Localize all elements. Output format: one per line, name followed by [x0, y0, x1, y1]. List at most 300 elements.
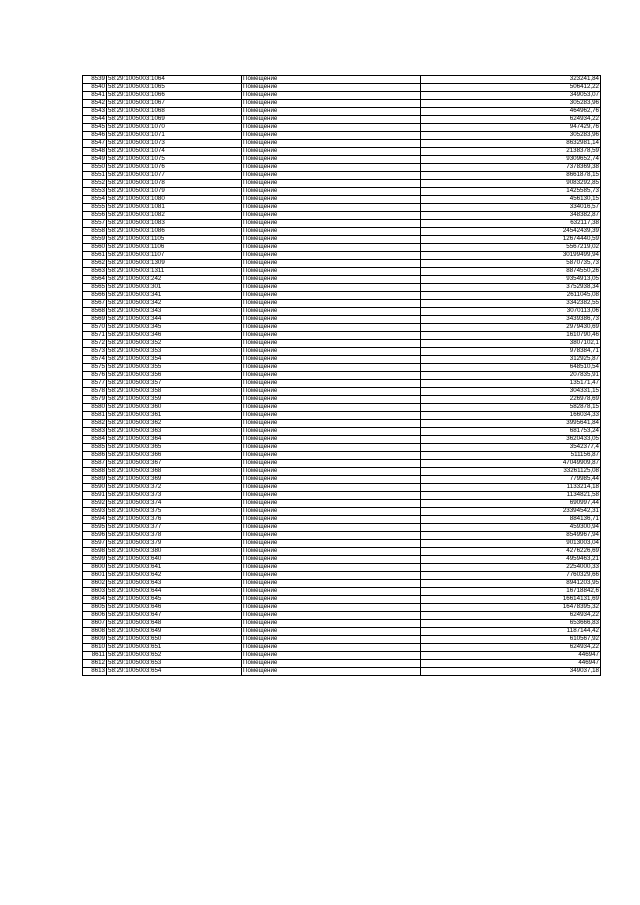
cadastral-number: 58:29:1005003:1105 — [107, 236, 242, 244]
cadastral-value: 349053,07 — [421, 92, 601, 100]
object-type: Помещение — [242, 244, 421, 252]
row-number: 8550 — [83, 164, 107, 172]
row-number: 8571 — [83, 332, 107, 340]
cadastral-value: 632117,38 — [421, 220, 601, 228]
row-number: 8562 — [83, 260, 107, 268]
cadastral-number: 58:29:1005003:1068 — [107, 108, 242, 116]
object-type: Помещение — [242, 364, 421, 372]
table-row — [83, 500, 601, 508]
cadastral-value: 3752938,34 — [421, 284, 601, 292]
cadastral-number: 58:29:1005003:647 — [107, 612, 242, 620]
cadastral-number: 58:29:1005003:344 — [107, 316, 242, 324]
cadastral-value: 582878,15 — [421, 404, 601, 412]
cadastral-value: 312925,87 — [421, 356, 601, 364]
cadastral-value: 135171,47 — [421, 380, 601, 388]
cadastral-value: 8941203,95 — [421, 580, 601, 588]
row-number: 8567 — [83, 300, 107, 308]
object-type: Помещение — [242, 316, 421, 324]
cadastral-number: 58:29:1005003:651 — [107, 644, 242, 652]
row-number: 8570 — [83, 324, 107, 332]
row-number: 8605 — [83, 604, 107, 612]
row-number: 8540 — [83, 84, 107, 92]
cadastral-number: 58:29:1005003:373 — [107, 492, 242, 500]
row-number: 8545 — [83, 124, 107, 132]
cadastral-value: 624934,22 — [421, 612, 601, 620]
cadastral-value: 304331,15 — [421, 388, 601, 396]
cadastral-value: 2254000,33 — [421, 564, 601, 572]
cadastral-number: 58:29:1005003:342 — [107, 300, 242, 308]
row-number: 8604 — [83, 596, 107, 604]
cadastral-number: 58:29:1005003:653 — [107, 660, 242, 668]
object-type: Помещение — [242, 212, 421, 220]
table-row — [83, 228, 601, 236]
row-number: 8603 — [83, 588, 107, 596]
cadastral-value: 2138378,59 — [421, 148, 601, 156]
table-row — [83, 628, 601, 636]
table-row — [83, 596, 601, 604]
cadastral-value: 2979430,69 — [421, 324, 601, 332]
cadastral-value: 2611045,08 — [421, 292, 601, 300]
cadastral-number: 58:29:1005003:1080 — [107, 196, 242, 204]
row-number: 8576 — [83, 372, 107, 380]
object-type: Помещение — [242, 372, 421, 380]
cadastral-number: 58:29:1005003:358 — [107, 388, 242, 396]
cadastral-number: 58:29:1005003:1081 — [107, 204, 242, 212]
cadastral-number: 58:29:1005003:1082 — [107, 212, 242, 220]
row-number: 8561 — [83, 252, 107, 260]
row-number: 8546 — [83, 132, 107, 140]
cadastral-value: 3807102,1 — [421, 340, 601, 348]
cadastral-value: 511156,87 — [421, 452, 601, 460]
row-number: 8608 — [83, 628, 107, 636]
table-row — [83, 372, 601, 380]
row-number: 8586 — [83, 452, 107, 460]
cadastral-value: 624934,22 — [421, 116, 601, 124]
cadastral-number: 58:29:1005003:644 — [107, 588, 242, 596]
cadastral-number: 58:29:1005003:377 — [107, 524, 242, 532]
row-number: 8580 — [83, 404, 107, 412]
row-number: 8549 — [83, 156, 107, 164]
row-number: 8609 — [83, 636, 107, 644]
cadastral-number: 58:29:1005003:641 — [107, 564, 242, 572]
object-type: Помещение — [242, 564, 421, 572]
table-row — [83, 268, 601, 276]
row-number: 8596 — [83, 532, 107, 540]
cadastral-value: 624934,22 — [421, 644, 601, 652]
table-row — [83, 300, 601, 308]
cadastral-value: 1425585,73 — [421, 188, 601, 196]
row-number: 8541 — [83, 92, 107, 100]
cadastral-value: 506412,22 — [421, 84, 601, 92]
cadastral-value: 1134821,58 — [421, 492, 601, 500]
object-type: Помещение — [242, 308, 421, 316]
table-row — [83, 308, 601, 316]
row-number: 8551 — [83, 172, 107, 180]
table-row — [83, 644, 601, 652]
table-row — [83, 404, 601, 412]
cadastral-value: 30199499,94 — [421, 252, 601, 260]
table-row — [83, 332, 601, 340]
table-row — [83, 420, 601, 428]
object-type: Помещение — [242, 92, 421, 100]
row-number: 8594 — [83, 516, 107, 524]
table-row — [83, 212, 601, 220]
cadastral-number: 58:29:1005003:341 — [107, 292, 242, 300]
cadastral-number: 58:29:1005003:1076 — [107, 164, 242, 172]
cadastral-value: 3620433,05 — [421, 436, 601, 444]
cadastral-value: 446947 — [421, 660, 601, 668]
cadastral-value: 779985,44 — [421, 476, 601, 484]
table-row — [83, 540, 601, 548]
cadastral-number: 58:29:1005003:369 — [107, 476, 242, 484]
row-number: 8575 — [83, 364, 107, 372]
cadastral-value: 8874550,26 — [421, 268, 601, 276]
table-row — [83, 284, 601, 292]
table-row — [83, 188, 601, 196]
cadastral-number: 58:29:1005003:376 — [107, 516, 242, 524]
object-type: Помещение — [242, 452, 421, 460]
object-type: Помещение — [242, 556, 421, 564]
row-number: 8543 — [83, 108, 107, 116]
cadastral-value: 348382,87 — [421, 212, 601, 220]
object-type: Помещение — [242, 580, 421, 588]
row-number: 8585 — [83, 444, 107, 452]
table-row — [83, 564, 601, 572]
cadastral-value: 947429,76 — [421, 124, 601, 132]
cadastral-number: 58:29:1005003:356 — [107, 372, 242, 380]
object-type: Помещение — [242, 476, 421, 484]
row-number: 8547 — [83, 140, 107, 148]
table-row — [83, 532, 601, 540]
object-type: Помещение — [242, 644, 421, 652]
object-type: Помещение — [242, 292, 421, 300]
object-type: Помещение — [242, 508, 421, 516]
row-number: 8593 — [83, 508, 107, 516]
object-type: Помещение — [242, 188, 421, 196]
cadastral-number: 58:29:1005003:649 — [107, 628, 242, 636]
cadastral-number: 58:29:1005003:1075 — [107, 156, 242, 164]
table-row — [83, 356, 601, 364]
table-row — [83, 580, 601, 588]
cadastral-value: 1133214,18 — [421, 484, 601, 492]
cadastral-value: 9354913,05 — [421, 276, 601, 284]
cadastral-number: 58:29:1005003:646 — [107, 604, 242, 612]
cadastral-number: 58:29:1005003:375 — [107, 508, 242, 516]
cadastral-number: 58:29:1005003:380 — [107, 548, 242, 556]
row-number: 8590 — [83, 484, 107, 492]
table-row — [83, 524, 601, 532]
object-type: Помещение — [242, 260, 421, 268]
object-type: Помещение — [242, 196, 421, 204]
cadastral-value: 4959463,21 — [421, 556, 601, 564]
row-number: 8613 — [83, 668, 107, 676]
cadastral-value: 305283,96 — [421, 100, 601, 108]
table-row — [83, 180, 601, 188]
cadastral-number: 58:29:1005003:652 — [107, 652, 242, 660]
table-row — [83, 380, 601, 388]
row-number: 8573 — [83, 348, 107, 356]
object-type: Помещение — [242, 524, 421, 532]
cadastral-number: 58:29:1005003:1073 — [107, 140, 242, 148]
object-type: Помещение — [242, 84, 421, 92]
row-number: 8539 — [83, 76, 107, 84]
object-type: Помещение — [242, 500, 421, 508]
cadastral-number: 58:29:1005003:1086 — [107, 228, 242, 236]
table-row — [83, 204, 601, 212]
object-type: Помещение — [242, 276, 421, 284]
table-row — [83, 244, 601, 252]
row-number: 8607 — [83, 620, 107, 628]
cadastral-number: 58:29:1005003:361 — [107, 412, 242, 420]
cadastral-number: 58:29:1005003:1107 — [107, 252, 242, 260]
cadastral-value: 681753,24 — [421, 428, 601, 436]
object-type: Помещение — [242, 404, 421, 412]
object-type: Помещение — [242, 148, 421, 156]
row-number: 8601 — [83, 572, 107, 580]
cadastral-number: 58:29:1005003:645 — [107, 596, 242, 604]
cadastral-value: 446947 — [421, 652, 601, 660]
object-type: Помещение — [242, 228, 421, 236]
object-type: Помещение — [242, 412, 421, 420]
object-type: Помещение — [242, 172, 421, 180]
object-type: Помещение — [242, 460, 421, 468]
cadastral-value: 8549967,94 — [421, 532, 601, 540]
cadastral-value: 226978,69 — [421, 396, 601, 404]
table-row — [83, 668, 601, 676]
object-type: Помещение — [242, 284, 421, 292]
table-row — [83, 604, 601, 612]
row-number: 8610 — [83, 644, 107, 652]
object-type: Помещение — [242, 444, 421, 452]
object-type: Помещение — [242, 468, 421, 476]
cadastral-number: 58:29:1005003:368 — [107, 468, 242, 476]
cadastral-value: 3439386,73 — [421, 316, 601, 324]
cadastral-value: 7378369,38 — [421, 164, 601, 172]
row-number: 8552 — [83, 180, 107, 188]
cadastral-number: 58:29:1005003:1079 — [107, 188, 242, 196]
cadastral-number: 58:29:1005003:1309 — [107, 260, 242, 268]
cadastral-value: 648510,54 — [421, 364, 601, 372]
object-type: Помещение — [242, 428, 421, 436]
cadastral-number: 58:29:1005003:650 — [107, 636, 242, 644]
cadastral-value: 3342382,55 — [421, 300, 601, 308]
table-row — [83, 340, 601, 348]
table-row — [83, 516, 601, 524]
row-number: 8544 — [83, 116, 107, 124]
cadastral-number: 58:29:1005003:345 — [107, 324, 242, 332]
cadastral-value: 12674440,59 — [421, 236, 601, 244]
object-type: Помещение — [242, 620, 421, 628]
table-row — [83, 172, 601, 180]
table-row — [83, 348, 601, 356]
object-type: Помещение — [242, 116, 421, 124]
row-number: 8556 — [83, 212, 107, 220]
object-type: Помещение — [242, 348, 421, 356]
cadastral-number: 58:29:1005003:367 — [107, 460, 242, 468]
cadastral-value: 33261125,08 — [421, 468, 601, 476]
cadastral-number: 58:29:1005003:1064 — [107, 76, 242, 84]
row-number: 8574 — [83, 356, 107, 364]
cadastral-value: 610567,92 — [421, 636, 601, 644]
object-type: Помещение — [242, 436, 421, 444]
cadastral-value: 9083292,85 — [421, 180, 601, 188]
object-type: Помещение — [242, 548, 421, 556]
table-row — [83, 252, 601, 260]
cadastral-number: 58:29:1005003:353 — [107, 348, 242, 356]
cadastral-number: 58:29:1005003:1077 — [107, 172, 242, 180]
table-row — [83, 324, 601, 332]
row-number: 8583 — [83, 428, 107, 436]
object-type: Помещение — [242, 220, 421, 228]
cadastral-number: 58:29:1005003:362 — [107, 420, 242, 428]
object-type: Помещение — [242, 380, 421, 388]
table-row — [83, 484, 601, 492]
cadastral-number: 58:29:1005003:1074 — [107, 148, 242, 156]
cadastral-value: 459300,94 — [421, 524, 601, 532]
cadastral-value: 7760329,66 — [421, 572, 601, 580]
row-number: 8564 — [83, 276, 107, 284]
table-row — [83, 660, 601, 668]
cadastral-number: 58:29:1005003:301 — [107, 284, 242, 292]
cadastral-number: 58:29:1005003:374 — [107, 500, 242, 508]
object-type: Помещение — [242, 204, 421, 212]
table-row — [83, 508, 601, 516]
object-type: Помещение — [242, 156, 421, 164]
cadastral-value: 1610790,46 — [421, 332, 601, 340]
object-type: Помещение — [242, 140, 421, 148]
table-row — [83, 124, 601, 132]
object-type: Помещение — [242, 108, 421, 116]
cadastral-value: 4276226,69 — [421, 548, 601, 556]
cadastral-number: 58:29:1005003:643 — [107, 580, 242, 588]
object-type: Помещение — [242, 164, 421, 172]
cadastral-number: 58:29:1005003:654 — [107, 668, 242, 676]
table-row — [83, 196, 601, 204]
row-number: 8591 — [83, 492, 107, 500]
object-type: Помещение — [242, 124, 421, 132]
row-number: 8611 — [83, 652, 107, 660]
table-row — [83, 132, 601, 140]
cadastral-value: 47049909,87 — [421, 460, 601, 468]
object-type: Помещение — [242, 668, 421, 676]
object-type: Помещение — [242, 236, 421, 244]
object-type: Помещение — [242, 340, 421, 348]
table-row — [83, 396, 601, 404]
row-number: 8558 — [83, 228, 107, 236]
cadastral-number: 58:29:1005003:1065 — [107, 84, 242, 92]
row-number: 8599 — [83, 556, 107, 564]
object-type: Помещение — [242, 612, 421, 620]
row-number: 8577 — [83, 380, 107, 388]
cadastral-value: 1187144,42 — [421, 628, 601, 636]
object-type: Помещение — [242, 300, 421, 308]
table-row — [83, 84, 601, 92]
table-row — [83, 652, 601, 660]
row-number: 8563 — [83, 268, 107, 276]
table-row — [83, 468, 601, 476]
row-number: 8568 — [83, 308, 107, 316]
cadastral-number: 58:29:1005003:1083 — [107, 220, 242, 228]
cadastral-value: 166034,33 — [421, 412, 601, 420]
cadastral-number: 58:29:1005003:242 — [107, 276, 242, 284]
row-number: 8581 — [83, 412, 107, 420]
table-body — [83, 76, 601, 676]
object-type: Помещение — [242, 516, 421, 524]
row-number: 8555 — [83, 204, 107, 212]
object-type: Помещение — [242, 252, 421, 260]
row-number: 8560 — [83, 244, 107, 252]
table-row — [83, 460, 601, 468]
object-type: Помещение — [242, 596, 421, 604]
object-type: Помещение — [242, 628, 421, 636]
row-number: 8597 — [83, 540, 107, 548]
cadastral-number: 58:29:1005003:365 — [107, 444, 242, 452]
object-type: Помещение — [242, 268, 421, 276]
object-type: Помещение — [242, 356, 421, 364]
row-number: 8569 — [83, 316, 107, 324]
cadastral-value: 349037,18 — [421, 668, 601, 676]
row-number: 8587 — [83, 460, 107, 468]
table-row — [83, 156, 601, 164]
row-number: 8578 — [83, 388, 107, 396]
object-type: Помещение — [242, 76, 421, 84]
table-row — [83, 636, 601, 644]
cadastral-number: 58:29:1005003:355 — [107, 364, 242, 372]
cadastral-number: 58:29:1005003:359 — [107, 396, 242, 404]
object-type: Помещение — [242, 532, 421, 540]
table-row — [83, 612, 601, 620]
row-number: 8602 — [83, 580, 107, 588]
table-row — [83, 116, 601, 124]
object-type: Помещение — [242, 492, 421, 500]
cadastral-number: 58:29:1005003:1078 — [107, 180, 242, 188]
row-number: 8559 — [83, 236, 107, 244]
row-number: 8584 — [83, 436, 107, 444]
cadastral-number: 58:29:1005003:354 — [107, 356, 242, 364]
cadastral-value: 653666,83 — [421, 620, 601, 628]
row-number: 8600 — [83, 564, 107, 572]
cadastral-value: 3070113,06 — [421, 308, 601, 316]
table-row — [83, 260, 601, 268]
table-row — [83, 92, 601, 100]
cadastral-number: 58:29:1005003:346 — [107, 332, 242, 340]
cadastral-value: 8661878,15 — [421, 172, 601, 180]
cadastral-value: 978384,71 — [421, 348, 601, 356]
row-number: 8579 — [83, 396, 107, 404]
cadastral-value: 16718842,6 — [421, 588, 601, 596]
object-type: Помещение — [242, 388, 421, 396]
cadastral-number: 58:29:1005003:363 — [107, 428, 242, 436]
cadastral-value: 305283,96 — [421, 132, 601, 140]
row-number: 8598 — [83, 548, 107, 556]
cadastral-value: 464962,76 — [421, 108, 601, 116]
table-row — [83, 556, 601, 564]
table-row — [83, 108, 601, 116]
object-type: Помещение — [242, 332, 421, 340]
cadastral-value: 23394542,31 — [421, 508, 601, 516]
cadastral-number: 58:29:1005003:352 — [107, 340, 242, 348]
cadastral-number: 58:29:1005003:1069 — [107, 116, 242, 124]
object-type: Помещение — [242, 180, 421, 188]
cadastral-number: 58:29:1005003:1311 — [107, 268, 242, 276]
table-row — [83, 148, 601, 156]
object-type: Помещение — [242, 572, 421, 580]
table-row — [83, 164, 601, 172]
row-number: 8557 — [83, 220, 107, 228]
table-row — [83, 436, 601, 444]
cadastral-value: 5870735,73 — [421, 260, 601, 268]
row-number: 8542 — [83, 100, 107, 108]
